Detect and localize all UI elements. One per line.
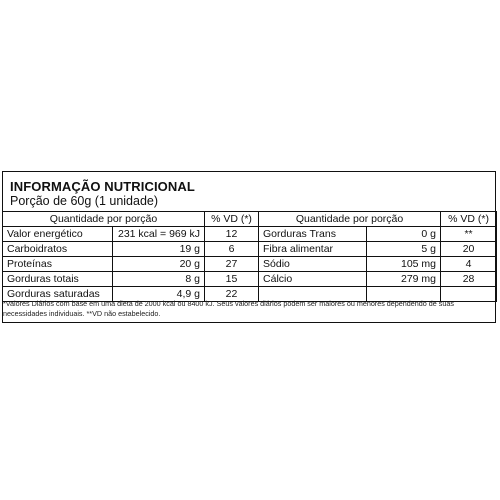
nutrient-vd: 15: [205, 272, 259, 287]
footnote: *Valores Diários com base em uma dieta de 2000 kcal ou 8400 kJ. Seus valores diários podem ser maiores ou menores dependendo de suas necessidades individuais. **VD não estabelecido.: [3, 299, 454, 318]
label-header: [3, 172, 495, 210]
nutrient-vd: 27: [205, 257, 259, 272]
nutrient-name: Fibra alimentar: [259, 242, 367, 257]
header-vd-right: % VD (*): [441, 212, 497, 227]
nutrition-table: [2, 211, 497, 302]
serving-size: Porção de 60g (1 unidade): [10, 194, 159, 208]
nutrient-quantity: 105 mg: [367, 257, 441, 272]
nutrient-quantity: 19 g: [113, 242, 205, 257]
nutrient-vd: **: [441, 227, 497, 242]
nutrient-name: Gorduras saturadas: [3, 287, 113, 302]
nutrient-quantity: 279 mg: [367, 272, 441, 287]
nutrient-name: Sódio: [259, 257, 367, 272]
nutrient-quantity: 5 g: [367, 242, 441, 257]
nutrient-name: Valor energético: [3, 227, 113, 242]
table-row: [3, 272, 497, 287]
nutrient-vd: 22: [205, 287, 259, 302]
nutrient-vd: 4: [441, 257, 497, 272]
nutrient-vd: 12: [205, 227, 259, 242]
nutrient-vd: 20: [441, 242, 497, 257]
header-vd-left: % VD (*): [205, 212, 259, 227]
table-row: [3, 242, 497, 257]
header-quantity-right: Quantidade por porção: [259, 212, 441, 227]
table-row: [3, 227, 497, 242]
table-header-row: [3, 212, 497, 227]
nutrient-name: Gorduras Trans: [259, 227, 367, 242]
nutrient-quantity: 0 g: [367, 227, 441, 242]
nutrient-name: Gorduras totais: [3, 272, 113, 287]
header-quantity-left: Quantidade por porção: [3, 212, 205, 227]
nutrient-vd: 6: [205, 242, 259, 257]
nutrient-quantity: 20 g: [113, 257, 205, 272]
nutrient-quantity: 4,9 g: [113, 287, 205, 302]
table-row: [3, 257, 497, 272]
label-title: INFORMAÇÃO NUTRICIONAL: [10, 179, 195, 194]
nutrient-quantity: 8 g: [113, 272, 205, 287]
nutrient-name: Proteínas: [3, 257, 113, 272]
nutrient-name: Cálcio: [259, 272, 367, 287]
nutrient-name: Carboidratos: [3, 242, 113, 257]
nutrient-vd: 28: [441, 272, 497, 287]
nutrient-quantity: 231 kcal = 969 kJ: [113, 227, 205, 242]
